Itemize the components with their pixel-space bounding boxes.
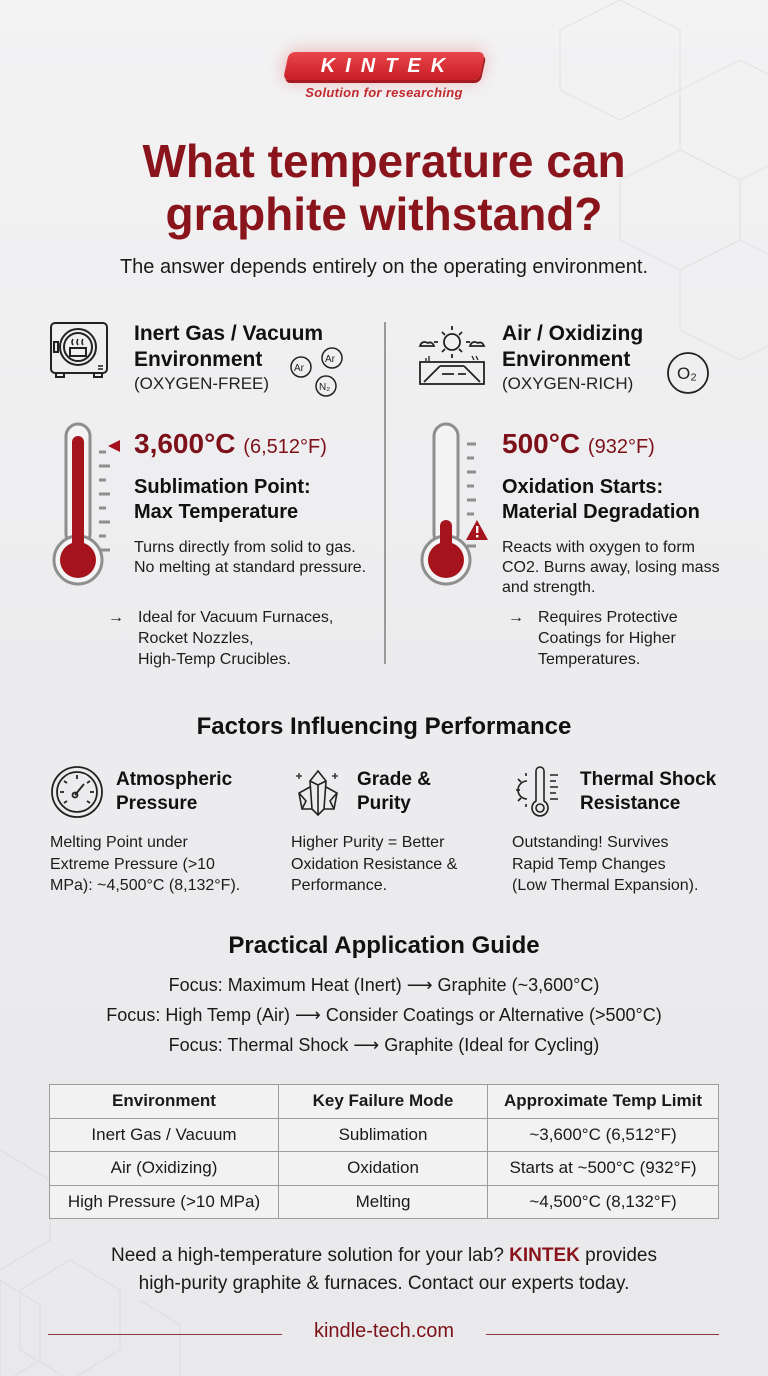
table-cell: Melting <box>279 1185 488 1219</box>
factor-title-line: Purity <box>357 793 411 814</box>
temp-fahrenheit: (932°F) <box>587 436 655 458</box>
desc-line: No melting at standard pressure. <box>134 559 367 576</box>
desc-line: (Low Thermal Expansion). <box>512 877 699 894</box>
guide-item: Focus: High Temp (Air) ⟶ Consider Coatings or Alternative (>500°C) <box>106 1005 662 1025</box>
desc-line: CO2. Burns away, losing mass <box>502 559 720 576</box>
table-header-row <box>50 1085 719 1119</box>
desc-line: MPa): ~4,500°C (8,132°F). <box>50 877 241 894</box>
factor-title-line: Grade & <box>357 769 431 790</box>
website-link[interactable]: kindle-tech.com <box>313 1320 455 1342</box>
summary-table <box>49 1084 719 1219</box>
env-title-line-1: Inert Gas / Vacuum <box>134 322 324 345</box>
note-line: Coatings for Higher <box>538 630 676 647</box>
table-cell: Inert Gas / Vacuum <box>50 1118 279 1152</box>
svg-text:N₂: N₂ <box>319 382 331 393</box>
note-line: Requires Protective <box>538 609 678 626</box>
arrow-right-icon: → <box>108 609 124 626</box>
factor-description <box>512 832 737 897</box>
logo-badge <box>283 52 485 80</box>
thermometer-low-icon <box>420 420 498 595</box>
svg-text:Ar: Ar <box>294 363 304 374</box>
footer-divider-right <box>486 1334 719 1335</box>
desc-line: Extreme Pressure (>10 <box>50 855 215 873</box>
logo-text: KINTEK <box>320 55 456 77</box>
desc-line: Turns directly from solid to gas. <box>134 539 356 556</box>
env-title-line-1: Air / Oxidizing <box>502 322 644 345</box>
cta-text: Need a high-temperature solution for your lab? <box>110 1245 510 1266</box>
table-cell: ~3,600°C (6,512°F) <box>488 1118 719 1152</box>
guide-item: Focus: Maximum Heat (Inert) ⟶ Graphite (~3,600°C) <box>168 975 600 995</box>
arrow-right-icon: → <box>508 609 524 626</box>
oxidation-description <box>502 538 720 598</box>
desc-line: Reacts with oxygen to form <box>502 539 695 556</box>
title-line-2: graphite withstand? <box>165 188 603 240</box>
note-line: Ideal for Vacuum Furnaces, <box>138 609 334 626</box>
desc-line: and strength. <box>502 579 596 596</box>
kintek-logo[interactable] <box>282 52 486 108</box>
furnace-icon <box>48 320 110 387</box>
pressure-gauge-icon <box>50 765 104 819</box>
call-to-action <box>0 1242 768 1298</box>
desc-line: Outstanding! Survives <box>512 834 669 851</box>
page-subtitle: The answer depends entirely on the operating environment. <box>119 256 649 278</box>
sublimation-description <box>134 538 366 578</box>
temp-celsius: 3,600°C <box>134 428 236 459</box>
note-line: High-Temp Crucibles. <box>138 651 291 668</box>
cta-brand-name: KINTEK <box>509 1245 580 1266</box>
column-divider <box>384 322 386 664</box>
desc-line: Higher Purity = Better <box>291 834 445 851</box>
logo-tagline: Solution for researching <box>305 85 463 100</box>
temp-celsius: 500°C <box>502 428 581 459</box>
crystal-icon <box>291 765 345 819</box>
factor-title-line: Resistance <box>580 793 681 814</box>
table-row <box>50 1152 719 1186</box>
inert-gas-badges-icon <box>289 345 349 406</box>
desc-line: Performance. <box>291 877 388 894</box>
fact-title-1: Oxidation Starts: <box>502 476 664 498</box>
table-cell: Starts at ~500°C (932°F) <box>488 1152 719 1186</box>
note-line: Rocket Nozzles, <box>138 630 254 647</box>
thermal-shock-icon <box>512 765 568 819</box>
column-header: Approximate Temp Limit <box>488 1085 719 1119</box>
thermometer-high-icon <box>52 420 124 595</box>
guide-item: Focus: Thermal Shock ⟶ Graphite (Ideal for Cycling) <box>168 1035 600 1055</box>
factor-thermal-shock <box>512 762 737 897</box>
env-condition: (OXYGEN-RICH) <box>502 374 634 393</box>
env-title-line-2: Environment <box>502 348 631 371</box>
svg-text:O₂: O₂ <box>677 364 697 383</box>
factor-grade-purity <box>291 762 516 897</box>
desc-line: Rapid Temp Changes <box>512 855 666 873</box>
column-header: Key Failure Mode <box>279 1085 488 1119</box>
factor-title-line: Thermal Shock <box>580 769 717 790</box>
fact-title-1: Sublimation Point: <box>134 476 311 498</box>
column-header: Environment <box>50 1085 279 1119</box>
table-cell: Air (Oxidizing) <box>50 1152 279 1186</box>
max-temp-value <box>134 428 327 460</box>
cta-text-line-2: high-purity graphite & furnaces. Contact our experts today. <box>138 1273 630 1294</box>
factors-title: Factors Influencing Performance <box>196 713 572 740</box>
factor-title-line: Atmospheric <box>116 769 233 790</box>
table-cell: ~4,500°C (8,132°F) <box>488 1185 719 1219</box>
page-title <box>0 135 768 241</box>
factor-description <box>50 832 275 897</box>
env-condition: (OXYGEN-FREE) <box>134 374 270 393</box>
table-cell: Oxidation <box>279 1152 488 1186</box>
factor-title-line: Pressure <box>116 793 198 814</box>
oxidation-fact <box>502 475 700 525</box>
title-line-1: What temperature can <box>142 135 626 187</box>
temp-fahrenheit: (6,512°F) <box>243 436 327 458</box>
factor-atmospheric-pressure <box>50 762 275 897</box>
sun-landscape-icon <box>416 322 488 393</box>
fact-title-2: Material Degradation <box>502 501 700 523</box>
sublimation-fact <box>134 475 311 525</box>
table-row <box>50 1185 719 1219</box>
guide-list <box>0 970 768 1060</box>
table-cell: High Pressure (>10 MPa) <box>50 1185 279 1219</box>
env-title-line-2: Environment <box>134 348 263 371</box>
table-row <box>50 1118 719 1152</box>
inert-applications-note <box>108 607 333 670</box>
oxygen-badge-icon <box>665 350 711 401</box>
guide-title: Practical Application Guide <box>228 932 540 959</box>
desc-line: Melting Point under <box>50 834 188 851</box>
factor-description <box>291 832 516 897</box>
table-cell: Sublimation <box>279 1118 488 1152</box>
note-line: Temperatures. <box>538 651 641 668</box>
oxidation-temp-value <box>502 428 655 460</box>
air-env-heading <box>502 321 643 395</box>
fact-title-2: Max Temperature <box>134 501 299 523</box>
air-requirements-note <box>508 607 678 670</box>
cta-text: provides <box>579 1245 658 1266</box>
svg-text:Ar: Ar <box>325 354 335 365</box>
desc-line: Oxidation Resistance & <box>291 855 458 873</box>
